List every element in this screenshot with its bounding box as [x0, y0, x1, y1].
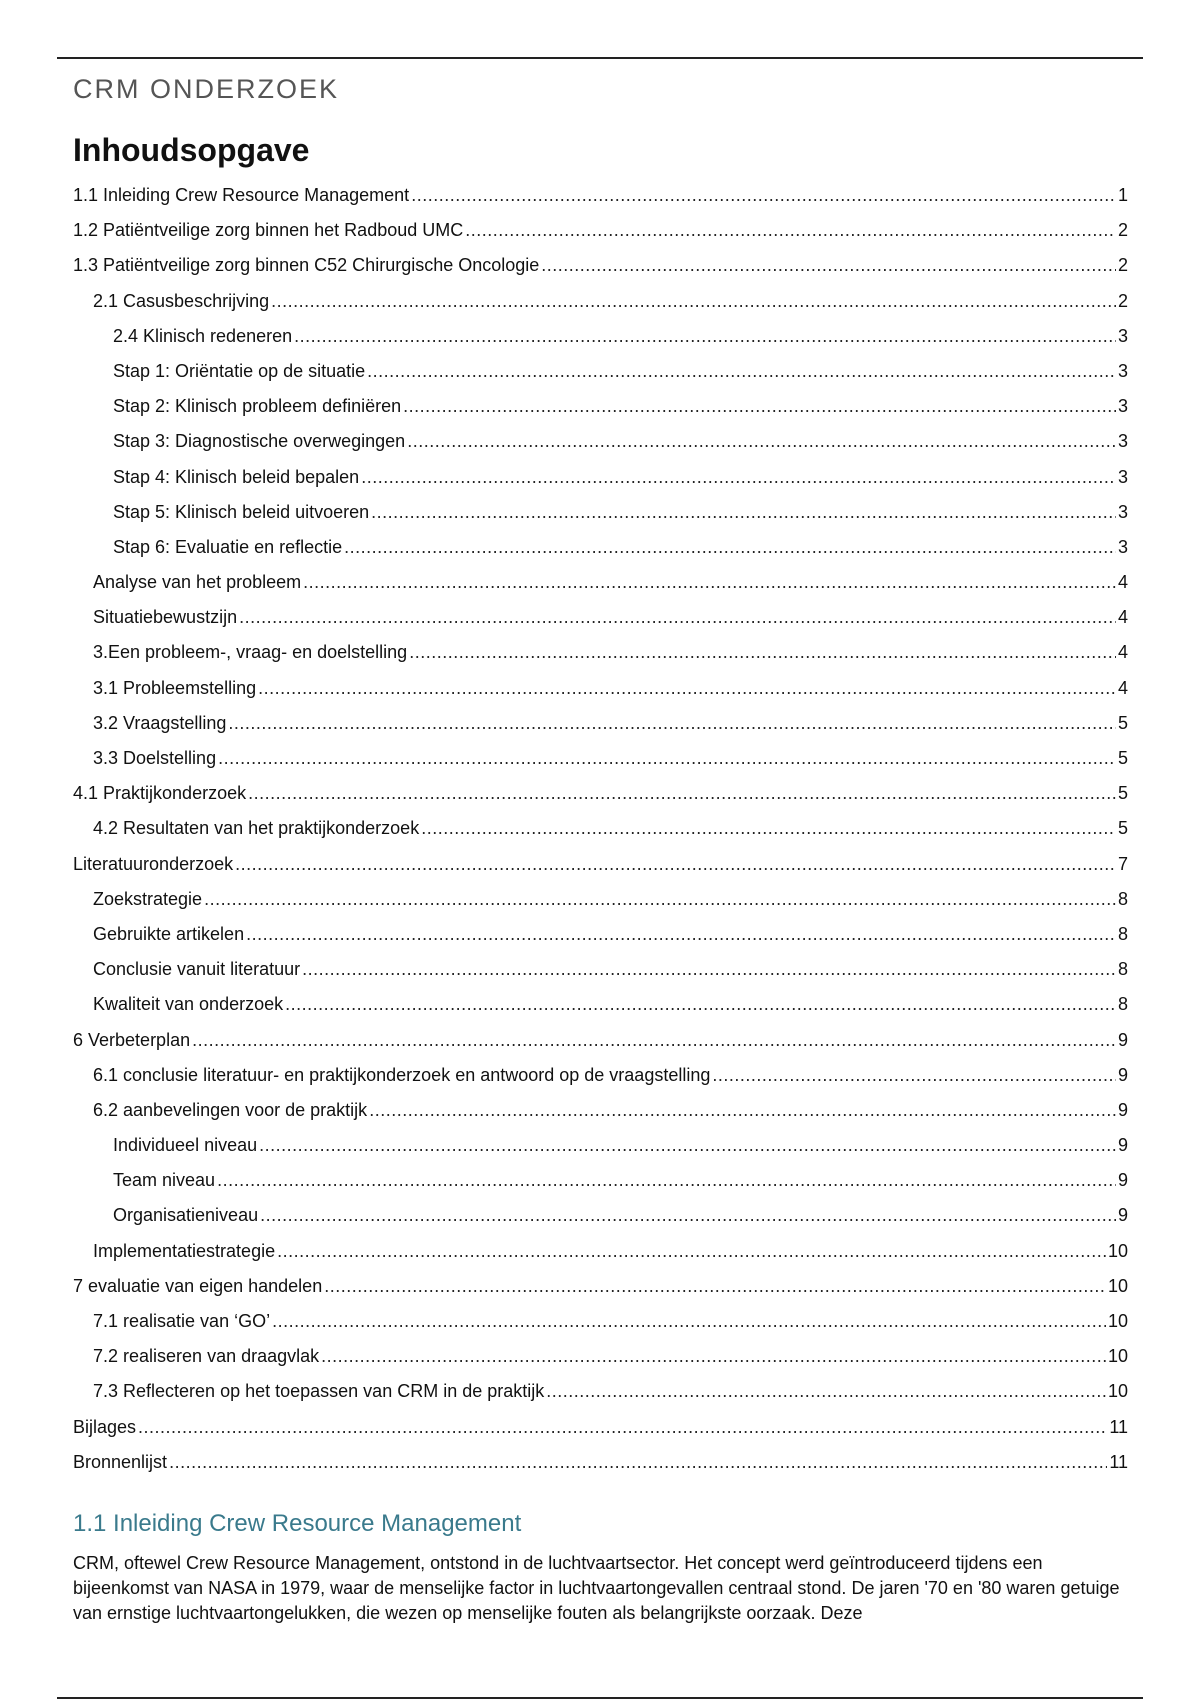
toc-entry-text: 1.1 Inleiding Crew Resource Management	[73, 185, 410, 205]
toc-entry-text: 3.Een probleem-, vraag- en doelstelling	[93, 642, 408, 663]
toc-dot-leader	[421, 811, 1116, 846]
toc-entry[interactable]	[73, 1269, 1128, 1304]
toc-dot-leader	[361, 460, 1116, 495]
toc-page-number: 4	[1117, 572, 1128, 593]
toc-page-number: 10	[1107, 1240, 1128, 1261]
toc-entry[interactable]	[73, 882, 1128, 917]
toc-page-number: 8	[1117, 959, 1128, 980]
toc-entry[interactable]	[73, 1304, 1128, 1339]
toc-dot-leader	[258, 671, 1116, 706]
toc-entry[interactable]	[73, 530, 1128, 565]
section-heading: 1.1 Inleiding Crew Resource Management	[73, 1510, 522, 1537]
toc-entry-text: Stap 3: Diagnostische overwegingen	[113, 431, 406, 452]
toc-entry-text: Situatiebewustzijn	[93, 607, 238, 628]
toc-page-number: 5	[1117, 818, 1128, 839]
toc-entry[interactable]	[73, 635, 1128, 670]
toc-dot-leader	[371, 495, 1116, 530]
toc-page-number: 8	[1117, 888, 1128, 909]
toc-page-number: 9	[1117, 1099, 1128, 1120]
toc-entry[interactable]	[73, 1128, 1128, 1163]
toc-page-number: 3	[1117, 536, 1128, 557]
toc-entry-text: Kwaliteit van onderzoek	[93, 994, 284, 1015]
toc-entry-text: Implementatiestrategie	[93, 1240, 276, 1261]
toc-entry[interactable]	[73, 389, 1128, 424]
toc-dot-leader	[218, 741, 1116, 776]
toc-entry[interactable]	[73, 776, 1128, 811]
toc-dot-leader	[192, 1023, 1116, 1058]
toc-page-number: 2	[1117, 220, 1128, 241]
toc-entry[interactable]	[73, 1374, 1128, 1409]
toc-entry[interactable]	[73, 1198, 1128, 1233]
toc-entry-text: Bijlages	[73, 1416, 137, 1437]
toc-entry-text: 6.2 aanbevelingen voor de praktijk	[93, 1099, 368, 1120]
toc-page-number: 10	[1107, 1346, 1128, 1367]
toc-entry[interactable]	[73, 600, 1128, 635]
toc-page-number: 3	[1117, 396, 1128, 417]
toc-dot-leader	[369, 1093, 1116, 1128]
toc-entry[interactable]	[73, 741, 1128, 776]
table-of-contents	[73, 178, 1128, 1480]
toc-dot-leader	[169, 1445, 1107, 1480]
toc-page-number: 5	[1117, 748, 1128, 768]
toc-page-number: 4	[1117, 642, 1128, 663]
toc-page-number: 4	[1117, 677, 1128, 698]
toc-entry[interactable]	[73, 987, 1128, 1022]
toc-entry-text: 6.1 conclusie literatuur- en praktijkonderzoek en antwoord op de vraagstelling	[93, 1064, 711, 1085]
toc-entry-text: Stap 5: Klinisch beleid uitvoeren	[113, 501, 370, 522]
toc-entry[interactable]	[73, 565, 1128, 600]
toc-entry-text: Stap 4: Klinisch beleid bepalen	[113, 466, 360, 487]
toc-page-number: 11	[1109, 1416, 1128, 1437]
toc-dot-leader	[546, 1374, 1106, 1409]
toc-entry[interactable]	[73, 1093, 1128, 1128]
toc-entry-text: Analyse van het probleem	[93, 572, 302, 593]
toc-dot-leader	[259, 1128, 1116, 1163]
toc-page-number: 9	[1117, 1205, 1128, 1226]
header-rule	[57, 57, 1143, 59]
toc-dot-leader	[239, 600, 1116, 635]
toc-dot-leader	[465, 213, 1116, 248]
toc-page-number: 10	[1107, 1381, 1128, 1402]
toc-entry[interactable]	[73, 1445, 1128, 1480]
toc-dot-leader	[204, 882, 1116, 917]
toc-entry-text: 3.3 Doelstelling	[93, 748, 217, 768]
toc-page-number: 2	[1117, 255, 1128, 276]
toc-entry-text: Individueel niveau	[113, 1135, 258, 1156]
toc-dot-leader	[285, 987, 1116, 1022]
section-paragraph: CRM, oftewel Crew Resource Management, ontstond in de luchtvaartsector. Het concept werd geïntroduceerd tijdens een bijeenkomst van NASA in 1979, waar de menselijke factor in luchtvaartongevallen centraal stond. De jaren '70 en '80 waren getuige van ernstige luchtvaartongelukken, die wezen op menselijke fouten als belangrijkste oorzaak. Deze	[73, 1553, 1120, 1623]
toc-entry-text: 2.4 Klinisch redeneren	[113, 325, 293, 346]
toc-title: Inhoudsopgave	[73, 132, 310, 168]
toc-page-number: 1	[1117, 185, 1128, 205]
toc-entry-text: 1.3 Patiëntveilige zorg binnen C52 Chirurgische Oncologie	[73, 255, 540, 276]
toc-dot-leader	[541, 248, 1116, 283]
toc-dot-leader	[138, 1410, 1107, 1445]
toc-page-number: 10	[1107, 1275, 1128, 1296]
toc-entry-text: Organisatieniveau	[113, 1205, 259, 1226]
toc-page-number: 8	[1117, 923, 1128, 944]
toc-dot-leader	[235, 847, 1116, 882]
toc-entry-text: Conclusie vanuit literatuur	[93, 959, 301, 980]
toc-page-number: 4	[1117, 607, 1128, 628]
toc-entry-text: Gebruikte artikelen	[93, 923, 245, 944]
toc-page-number: 3	[1117, 466, 1128, 487]
toc-dot-leader	[294, 319, 1116, 354]
toc-entry[interactable]	[73, 1023, 1128, 1058]
toc-entry-text: 7.3 Reflecteren op het toepassen van CRM in de praktijk	[93, 1381, 545, 1402]
toc-page-number: 9	[1117, 1170, 1128, 1191]
toc-dot-leader	[260, 1198, 1116, 1233]
toc-entry[interactable]	[73, 213, 1128, 248]
toc-entry[interactable]	[73, 354, 1128, 389]
toc-entry-text: Stap 1: Oriëntatie op de situatie	[113, 360, 366, 381]
toc-entry-text: 4.1 Praktijkonderzoek	[73, 783, 247, 804]
toc-entry[interactable]	[73, 706, 1128, 741]
toc-dot-leader	[271, 284, 1116, 319]
toc-entry[interactable]	[73, 495, 1128, 530]
toc-dot-leader	[248, 776, 1116, 811]
toc-entry-text: Bronnenlijst	[73, 1451, 168, 1472]
toc-entry[interactable]	[73, 248, 1128, 283]
toc-entry[interactable]	[73, 1339, 1128, 1374]
toc-dot-leader	[409, 635, 1116, 670]
toc-entry-text: Stap 2: Klinisch probleem definiëren	[113, 396, 402, 417]
toc-dot-leader	[411, 178, 1116, 213]
toc-entry-text: 6 Verbeterplan	[73, 1029, 191, 1050]
toc-page-number: 9	[1117, 1029, 1128, 1050]
toc-entry-text: 3.1 Probleemstelling	[93, 677, 257, 698]
toc-dot-leader	[272, 1304, 1106, 1339]
toc-dot-leader	[277, 1234, 1106, 1269]
toc-dot-leader	[217, 1163, 1116, 1198]
toc-dot-leader	[303, 565, 1116, 600]
toc-dot-leader	[228, 706, 1116, 741]
toc-page-number: 10	[1107, 1311, 1128, 1331]
toc-page-number: 3	[1117, 325, 1128, 346]
toc-page-number: 8	[1117, 994, 1128, 1015]
toc-entry[interactable]	[73, 460, 1128, 495]
toc-page-number: 3	[1117, 360, 1128, 381]
toc-entry-text: 7.1 realisatie van ‘GO’	[93, 1311, 271, 1331]
toc-dot-leader	[344, 530, 1116, 565]
toc-entry[interactable]	[73, 1234, 1128, 1269]
toc-page-number: 5	[1117, 783, 1128, 804]
toc-entry-text: Literatuuronderzoek	[73, 853, 234, 874]
toc-entry[interactable]	[73, 952, 1128, 987]
toc-entry[interactable]	[73, 917, 1128, 952]
toc-entry-text: Stap 6: Evaluatie en reflectie	[113, 536, 343, 557]
toc-page-number: 5	[1117, 712, 1128, 733]
toc-entry[interactable]	[73, 178, 1128, 213]
toc-dot-leader	[367, 354, 1116, 389]
toc-dot-leader	[403, 389, 1116, 424]
toc-entry-text: 1.2 Patiëntveilige zorg binnen het Radboud UMC	[73, 220, 464, 241]
toc-entry[interactable]	[73, 319, 1128, 354]
toc-entry-text: 7.2 realiseren van draagvlak	[93, 1346, 320, 1367]
toc-entry[interactable]	[73, 1163, 1128, 1198]
toc-page-number: 9	[1117, 1135, 1128, 1156]
toc-entry[interactable]	[73, 811, 1128, 846]
toc-entry-text: 7 evaluatie van eigen handelen	[73, 1275, 323, 1296]
toc-entry-text: Team niveau	[113, 1170, 216, 1191]
toc-dot-leader	[324, 1269, 1106, 1304]
toc-entry[interactable]	[73, 424, 1128, 459]
toc-dot-leader	[321, 1339, 1106, 1374]
toc-page-number: 3	[1117, 501, 1128, 522]
toc-entry-text: 4.2 Resultaten van het praktijkonderzoek	[93, 818, 420, 839]
toc-dot-leader	[302, 952, 1116, 987]
toc-page-number: 11	[1109, 1451, 1128, 1472]
footer-rule	[57, 1697, 1143, 1699]
toc-dot-leader	[246, 917, 1116, 952]
toc-entry[interactable]	[73, 847, 1128, 882]
toc-page-number: 9	[1117, 1064, 1128, 1085]
toc-entry[interactable]	[73, 671, 1128, 706]
toc-page-number: 7	[1117, 853, 1128, 874]
toc-entry[interactable]	[73, 1410, 1128, 1445]
toc-dot-leader	[712, 1058, 1116, 1093]
toc-entry-text: 2.1 Casusbeschrijving	[93, 290, 270, 311]
toc-dot-leader	[407, 424, 1116, 459]
toc-page-number: 3	[1117, 431, 1128, 452]
toc-entry[interactable]	[73, 284, 1128, 319]
document-header: CRM ONDERZOEK	[73, 74, 340, 104]
toc-entry[interactable]	[73, 1058, 1128, 1093]
toc-page-number: 2	[1117, 290, 1128, 311]
toc-entry-text: 3.2 Vraagstelling	[93, 712, 227, 733]
toc-entry-text: Zoekstrategie	[93, 888, 203, 909]
